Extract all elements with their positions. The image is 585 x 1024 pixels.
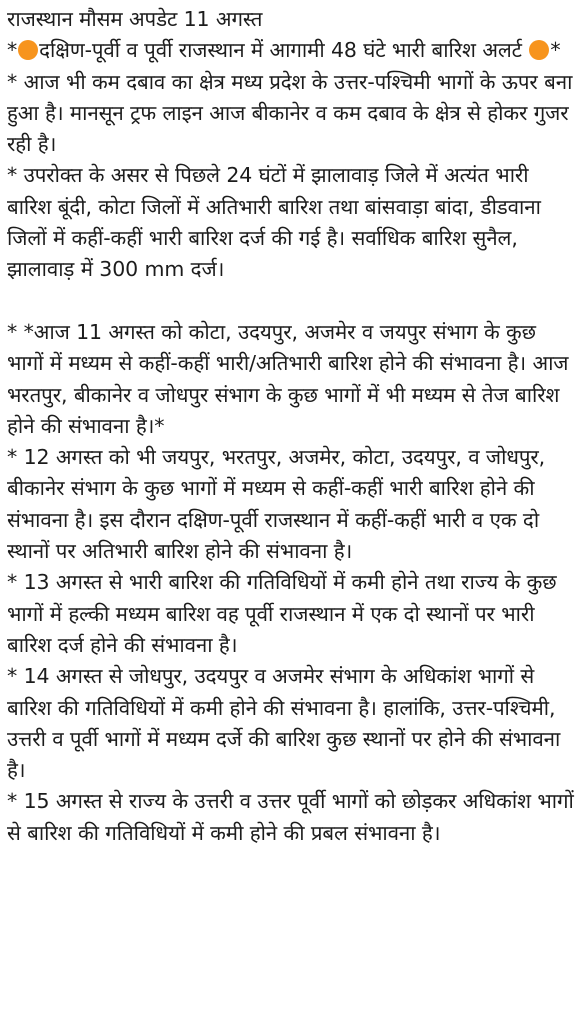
message-title: राजस्थान मौसम अपडेट 11 अगस्त [7, 7, 263, 31]
alert-line [7, 35, 577, 66]
paragraph-forecast-13-aug: * 13 अगस्त से भारी बारिश की गतिविधियों में कमी होने तथा राज्य के कुछ भागों में हल्की मध्यम बारिश वह पूर्वी राजस्थान में एक दो स्थानों पर भारी बारिश दर्ज होने की संभावना है। [7, 570, 557, 657]
paragraph-forecast-11-aug: * *आज 11 अगस्त को कोटा, उदयपुर, अजमेर व जयपुर संभाग के कुछ भागों में मध्यम से कहीं-कहीं भारी/अतिभारी बारिश होने की संभावना है। आज भरतपुर, बीकानेर व जोधपुर संभाग के कुछ भागों में भी मध्यम से तेज बारिश होने की संभावना है।* [7, 319, 569, 438]
orange-circle-icon [18, 40, 38, 60]
paragraph-forecast-12-aug: * 12 अगस्त को भी जयपुर, भरतपुर, अजमेर, कोटा, उदयपुर, व जोधपुर, बीकानेर संभाग के कुछ भागों में मध्यम से कहीं-कहीं भारी बारिश होने की संभावना है। इस दौरान दक्षिण-पूर्वी राजस्थान में कहीं-कहीं भारी व एक दो स्थानों पर अतिभारी बारिश होने की संभावना है। [7, 445, 546, 564]
blank-line [7, 286, 577, 317]
alert-prefix: * [7, 38, 18, 63]
paragraph-forecast-14-aug: * 14 अगस्त से जोधपुर, उदयपुर व अजमेर संभाग के अधिकांश भागों से बारिश की गतिविधियों में कमी होने की संभावना है। हालांकि, उत्तर-पश्चिमी, उत्तरी व पूर्वी भागों में मध्यम दर्जे की बारिश कुछ स्थानों पर होने की संभावना है। [7, 664, 561, 783]
alert-suffix: * [550, 38, 561, 63]
orange-circle-icon [529, 40, 549, 60]
paragraph-past-rainfall: * उपरोक्त के असर से पिछले 24 घंटों में झालावाड़ जिले में अत्यंत भारी बारिश बूंदी, कोटा जिलों में अतिभारी बारिश तथा बांसवाड़ा बांदा, डीडवाना जिलों में कहीं-कहीं भारी बारिश दर्ज की गई है। सर्वाधिक बारिश सुनैल, झालावाड़ में 300 mm दर्ज। [7, 163, 541, 282]
alert-text: दक्षिण-पूर्वी व पूर्वी राजस्थान में आगामी 48 घंटे भारी बारिश अलर्ट [39, 38, 529, 63]
paragraph-low-pressure: * आज भी कम दबाव का क्षेत्र मध्य प्रदेश के उत्तर-पश्चिमी भागों के ऊपर बना हुआ है। मानसून ट्रफ लाइन आज बीकानेर व कम दबाव के क्षेत्र से होकर गुजर रही है। [7, 69, 573, 157]
paragraph-forecast-15-aug: * 15 अगस्त से राज्य के उत्तरी व उत्तर पूर्वी भागों को छोड़कर अधिकांश भागों से बारिश की गतिविधियों में कमी होने की प्रबल संभावना है। [7, 789, 574, 845]
